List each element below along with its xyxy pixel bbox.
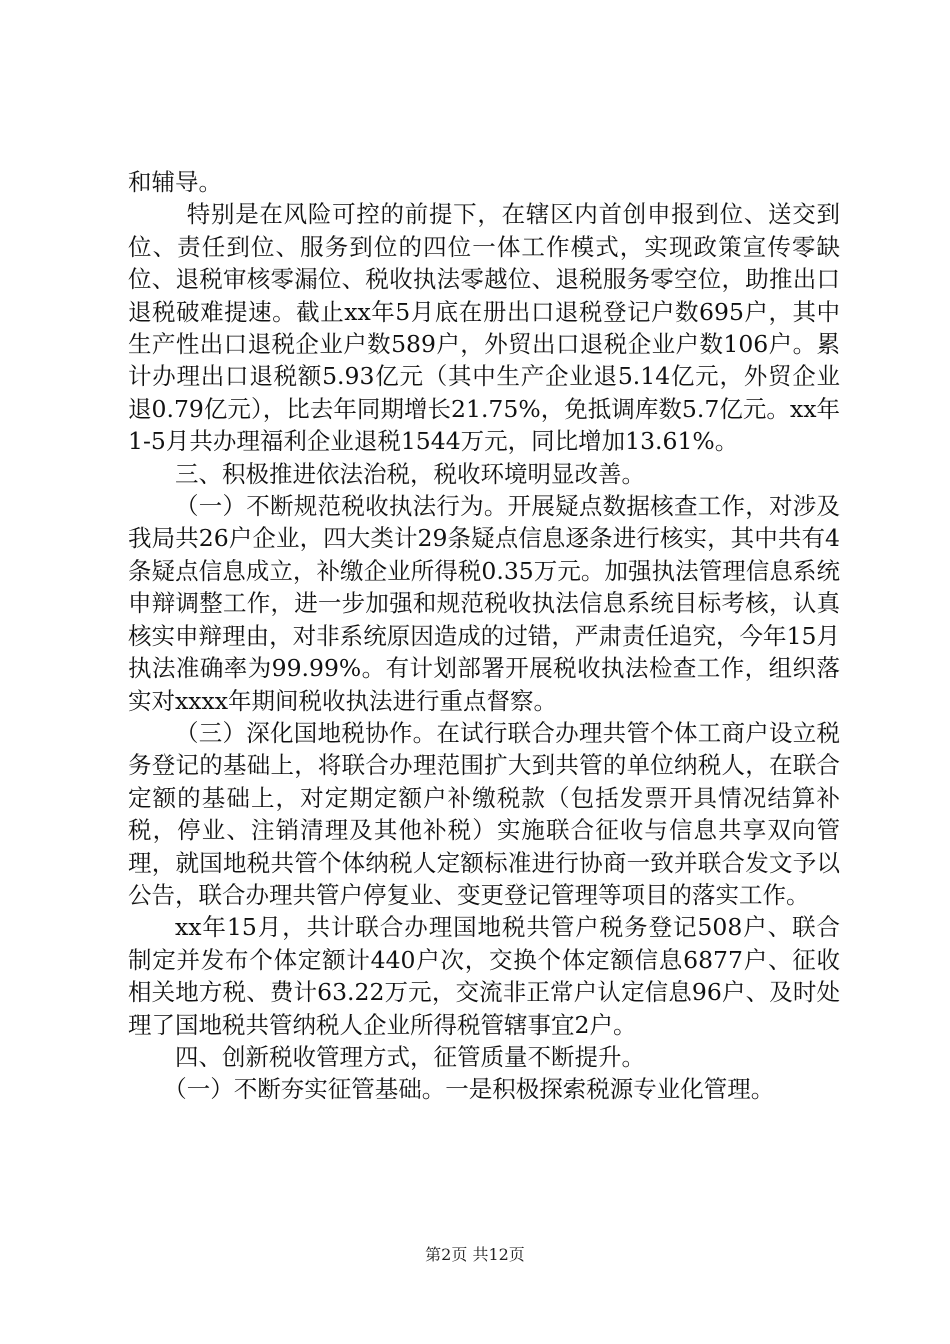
section-heading-4: 四、创新税收管理方式，征管质量不断提升。: [175, 1042, 645, 1071]
paragraph-collection-base: （一）不断夯实征管基础。一是积极探索税源专业化管理。: [163, 1075, 775, 1104]
paragraph-enforcement: （一）不断规范税收执法行为。开展疑点数据核查工作，对涉及我局共26户企业，四大类计29条疑点信息逐条进行核实，其中共有4条疑点信息成立，补缴企业所得税0.35万元。加强执法管理信息系统申辩调整工作，进一步加强和规范税收执法信息系统目标考核，认真核实申辩理由，对非系统原因造成的过错，严肃责任追究，今年15月执法准确率为99.99%。有计划部署开展税收执法检查工作，组织落实对xxxx年期间税收执法进行重点督察。: [128, 492, 840, 715]
page-footer: 第2页 共12页: [425, 1245, 525, 1264]
paragraph-export-tax-refund: 特别是在风险可控的前提下，在辖区内首创申报到位、送交到位、责任到位、服务到位的四位一体工作模式，实现政策宣传零缺位、退税审核零漏位、税收执法零越位、退税服务零空位，助推出口退税破难提速。截止xx年5月底在册出口退税登记户数695户，其中生产性出口退税企业户数589户，外贸出口退税企业户数106户。累计办理出口退税额5.93亿元（其中生产企业退5.14亿元，外贸企业退0.79亿元），比去年同期增长21.75%，免抵调库数5.7亿元。xx年1-5月共办理福利企业退税1544万元，同比增加13.61%。: [128, 200, 840, 456]
paragraph-fragment: 和辅导。: [128, 168, 222, 196]
section-heading-3: 三、积极推进依法治税，税收环境明显改善。: [175, 459, 645, 488]
paragraph-cooperation: （三）深化国地税协作。在试行联合办理共管个体工商户设立税务登记的基础上，将联合办理范围扩大到共管的单位纳税人，在联合定额的基础上，对定期定额户补缴税款（包括发票开具情况结算补税，停业、注销清理及其他补税）实施联合征收与信息共享双向管理，就国地税共管个体纳税人定额标准进行协商一致并联合发文予以公告，联合办理共管户停复业、变更登记管理等项目的落实工作。: [128, 718, 840, 909]
paragraph-joint-registration: xx年15月，共计联合办理国地税共管户税务登记508户、联合制定并发布个体定额计440户次，交换个体定额信息6877户、征收相关地方税、费计63.22万元，交流非正常户认定信息96户、及时处理了国地税共管纳税人企业所得税管辖事宜2户。: [128, 913, 840, 1039]
document-body: [128, 166, 840, 1106]
